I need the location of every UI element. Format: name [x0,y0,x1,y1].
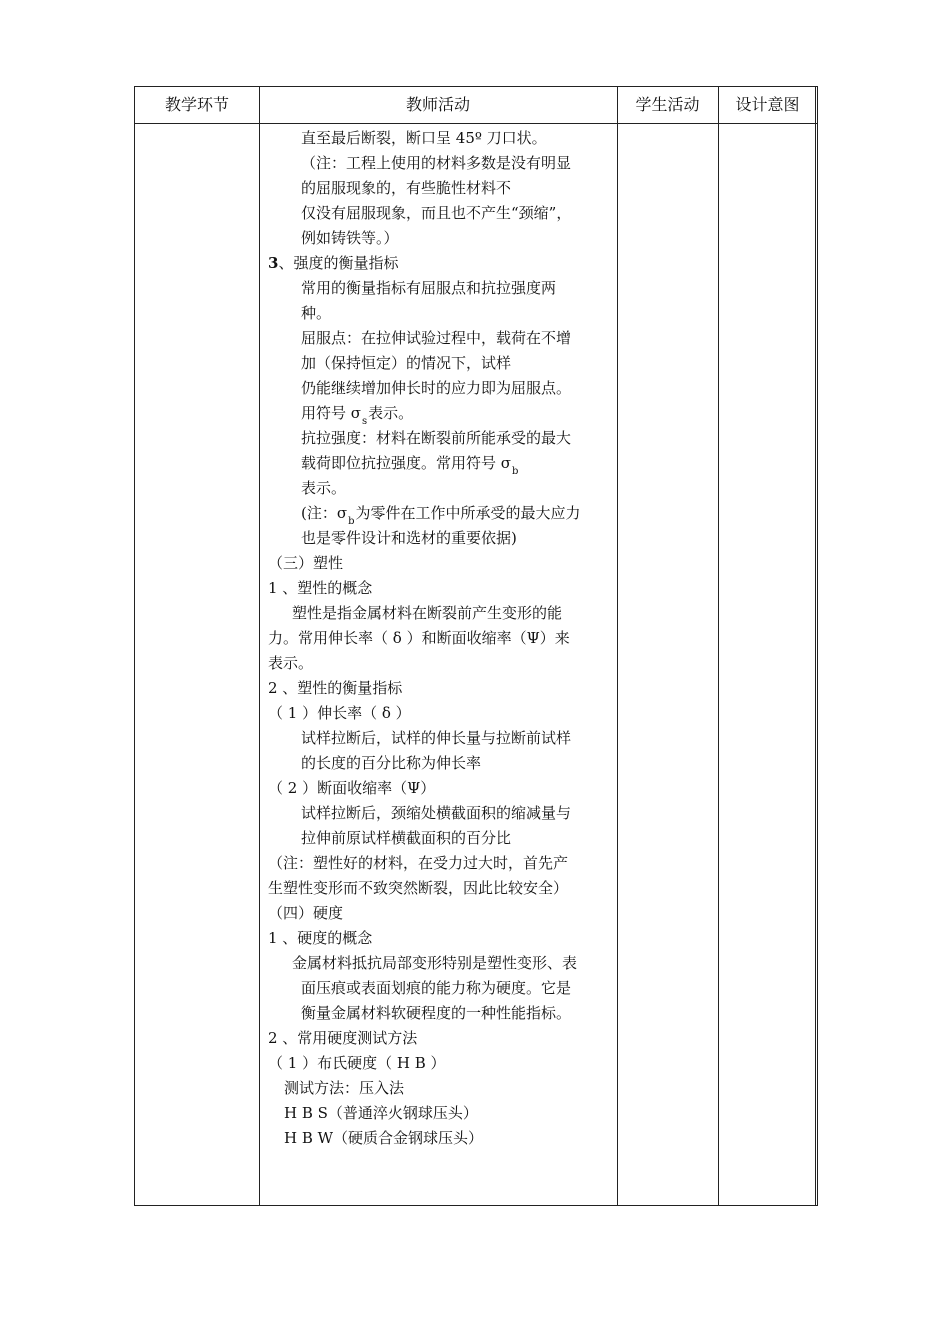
text-fragment: 用符号 σ [301,404,362,422]
text-line: 也是零件设计和选材的重要依据) [301,529,517,547]
text-line: 2 、塑性的衡量指标 [268,679,403,697]
list-number: 3 [268,254,279,272]
text-line [301,503,581,526]
text-line: 的长度的百分比称为伸长率 [301,754,482,772]
table-right-double-border [815,86,816,1206]
text-fragment: 表示。 [368,404,414,422]
text-line: 表示。 [268,654,314,672]
text-line: 塑性是指金属材料在断裂前产生变形的能 [292,604,563,622]
text-line: 1 、塑性的概念 [268,579,373,597]
column-divider [718,87,719,1205]
column-divider [617,87,618,1205]
text-line: 金属材料抵抗局部变形特别是塑性变形、表 [292,954,578,972]
subscript: s [362,416,368,427]
text-line: 衡量金属材料软硬程度的一种性能指标。 [301,1004,572,1022]
text-fragment: 为零件在工作中所承受的最大应力 [355,504,581,522]
text-line: （注：塑性好的材料，在受力过大时，首先产 [268,854,569,872]
header-teacher: 教师活动 [405,95,470,114]
text-line [268,253,398,273]
header-divider [135,123,817,124]
header-design: 设计意图 [735,95,800,114]
text-line: 种。 [301,304,332,322]
header-student: 学生活动 [635,95,700,114]
text-line: H B S（普通淬火钢球压头） [284,1104,478,1122]
text-line: 试样拉断后，颈缩处横截面积的缩减量与 [301,804,572,822]
subscript: b [512,466,519,477]
text-line: 仍能继续增加伸长时的应力即为屈服点。 [301,379,572,397]
text-line: 拉伸前原试样横截面积的百分比 [301,829,512,847]
text-line: 加（保持恒定）的情况下，试样 [301,354,512,372]
text-line: 测试方法：压入法 [284,1079,405,1097]
text-line: 表示。 [301,479,347,497]
text-fragment: 载荷即位抗拉强度。常用符号 σ [301,454,512,472]
text-fragment: (注：σ [301,504,348,522]
text-line: 力。常用伸长率（ δ ）和断面收缩率（Ψ）来 [268,629,570,647]
text-line: 屈服点：在拉伸试验过程中，载荷在不增 [301,329,572,347]
text-line: 常用的衡量指标有屈服点和抗拉强度两 [301,279,557,297]
text-line: 1 、硬度的概念 [268,929,373,947]
text-line: 抗拉强度：材料在断裂前所能承受的最大 [301,429,572,447]
text-line: 2 、常用硬度测试方法 [268,1029,418,1047]
text-line: 面压痕或表面划痕的能力称为硬度。它是 [301,979,572,997]
text-line: 仅没有屈服现象，而且也不产生“颈缩”， [301,204,572,222]
text-line: （四）硬度 [268,904,344,922]
text-line [301,403,413,426]
text-line: H B W（硬质合金钢球压头） [284,1129,484,1147]
text-line: （ 2 ）断面收缩率（Ψ） [268,779,436,797]
text-line: （ 1 ）伸长率（ δ ） [268,704,411,722]
text-line: 的屈服现象的，有些脆性材料不 [301,179,512,197]
section-heading: 、强度的衡量指标 [278,254,399,272]
text-line: （三）塑性 [268,554,344,572]
subscript: b [348,516,355,527]
column-divider [259,87,260,1205]
text-line [301,453,519,476]
text-line: 试样拉断后，试样的伸长量与拉断前试样 [301,729,572,747]
text-line: （ 1 ）布氏硬度（ H B ） [268,1054,446,1072]
header-section: 教学环节 [164,95,229,114]
text-line: 直至最后断裂，断口呈 45º 刀口状。 [301,129,547,147]
text-line: 例如铸铁等。） [301,229,399,247]
text-line: 生塑性变形而不致突然断裂，因此比较安全） [268,879,569,897]
text-line: （注：工程上使用的材料多数是没有明显 [301,154,572,172]
